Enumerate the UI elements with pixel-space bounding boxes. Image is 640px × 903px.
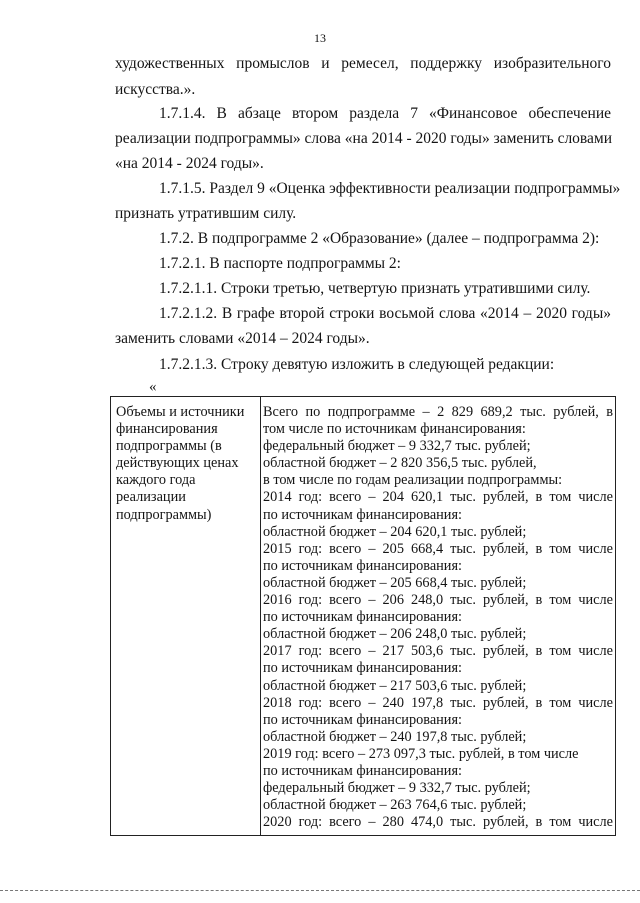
paragraph-line: 1.7.1.4. В абзаце втором раздела 7 «Финансовое обеспечение <box>159 105 611 122</box>
cell-line: областной бюджет – 205 668,4 тыс. рублей; <box>263 574 527 591</box>
paragraph-line: 1.7.2.1.3. Строку девятую изложить в следующей редакции: <box>159 356 555 373</box>
cell-line: подпрограммы) <box>116 506 212 523</box>
cell-line: Всего по подпрограмме – 2 829 689,2 тыс. рублей, в <box>263 404 613 420</box>
paragraph-line: признать утратившим силу. <box>115 205 297 222</box>
cell-line: по источникам финансирования: <box>263 762 463 779</box>
cell-line: 2018 год: всего – 240 197,8 тыс. рублей, в том числе <box>263 694 613 711</box>
cell-line: федеральный бюджет – 9 332,7 тыс. рублей; <box>263 780 531 797</box>
cell-line: 2020 год: всего – 280 474,0 тыс. рублей, в том числе <box>263 814 613 831</box>
cell-line: 2019 год: всего – 273 097,3 тыс. рублей, в том числе <box>263 745 579 762</box>
cell-line: 2015 год: всего – 205 668,4 тыс. рублей, в том числе <box>263 540 613 557</box>
cell-line: областной бюджет – 263 764,6 тыс. рублей; <box>263 797 527 814</box>
table-cell-value <box>263 404 613 831</box>
cell-line: областной бюджет – 2 820 356,5 тыс. рублей, <box>263 455 537 472</box>
cell-line: каждого года <box>116 472 196 489</box>
cell-line: действующих ценах <box>116 455 239 472</box>
cell-line: том числе по источникам финансирования: <box>263 421 526 438</box>
cell-line: федеральный бюджет – 9 332,7 тыс. рублей; <box>263 438 531 455</box>
opening-quote-mark: « <box>149 379 157 395</box>
paragraph-line: искусства.». <box>115 81 196 98</box>
paragraph-line: «на 2014 - 2024 годы». <box>115 155 264 172</box>
cell-line: 2016 год: всего – 206 248,0 тыс. рублей, в том числе <box>263 592 613 609</box>
cell-line: 2017 год: всего – 217 503,6 тыс. рублей, в том числе <box>263 643 613 660</box>
paragraph-line: 1.7.1.5. Раздел 9 «Оценка эффективности реализации подпрограммы» <box>159 180 621 197</box>
passport-table <box>110 396 616 836</box>
cell-line: областной бюджет – 240 197,8 тыс. рублей; <box>263 728 527 745</box>
table-column-divider <box>260 397 261 835</box>
cell-line: подпрограммы (в <box>116 438 222 455</box>
cell-line: областной бюджет – 217 503,6 тыс. рублей; <box>263 677 527 694</box>
cell-line: областной бюджет – 204 620,1 тыс. рублей; <box>263 523 527 540</box>
paragraph-line: 1.7.2. В подпрограмме 2 «Образование» (далее – подпрограмма 2): <box>159 230 600 247</box>
cell-line: областной бюджет – 206 248,0 тыс. рублей; <box>263 626 527 643</box>
paragraph-line: 1.7.2.1. В паспорте подпрограммы 2: <box>159 255 401 272</box>
cell-line: в том числе по годам реализации подпрограммы: <box>263 472 563 489</box>
cell-line: финансирования <box>116 421 218 438</box>
cell-line: по источникам финансирования: <box>263 609 463 626</box>
cell-line: 2014 год: всего – 204 620,1 тыс. рублей, в том числе <box>263 489 613 506</box>
page-number: 13 <box>314 31 326 45</box>
paragraph-line: художественных промыслов и ремесел, поддержку изобразительного <box>115 55 611 72</box>
paragraph-line: 1.7.2.1.1. Строки третью, четвертую признать утратившими силу. <box>159 280 591 297</box>
cell-line: по источникам финансирования: <box>263 660 463 677</box>
page-bottom-rule <box>0 890 640 891</box>
paragraph-line: реализации подпрограммы» слова «на 2014 - 2020 годы» заменить словами <box>115 130 613 147</box>
cell-line: по источникам финансирования: <box>263 711 463 728</box>
cell-line: Объемы и источники <box>116 404 245 420</box>
cell-line: по источникам финансирования: <box>263 557 463 574</box>
cell-line: по источникам финансирования: <box>263 506 463 523</box>
paragraph-line: 1.7.2.1.2. В графе второй строки восьмой слова «2014 – 2020 годы» <box>159 305 611 322</box>
paragraph-line: заменить словами «2014 – 2024 годы». <box>115 330 370 347</box>
cell-line: реализации <box>116 489 186 506</box>
table-cell-label <box>116 404 258 524</box>
